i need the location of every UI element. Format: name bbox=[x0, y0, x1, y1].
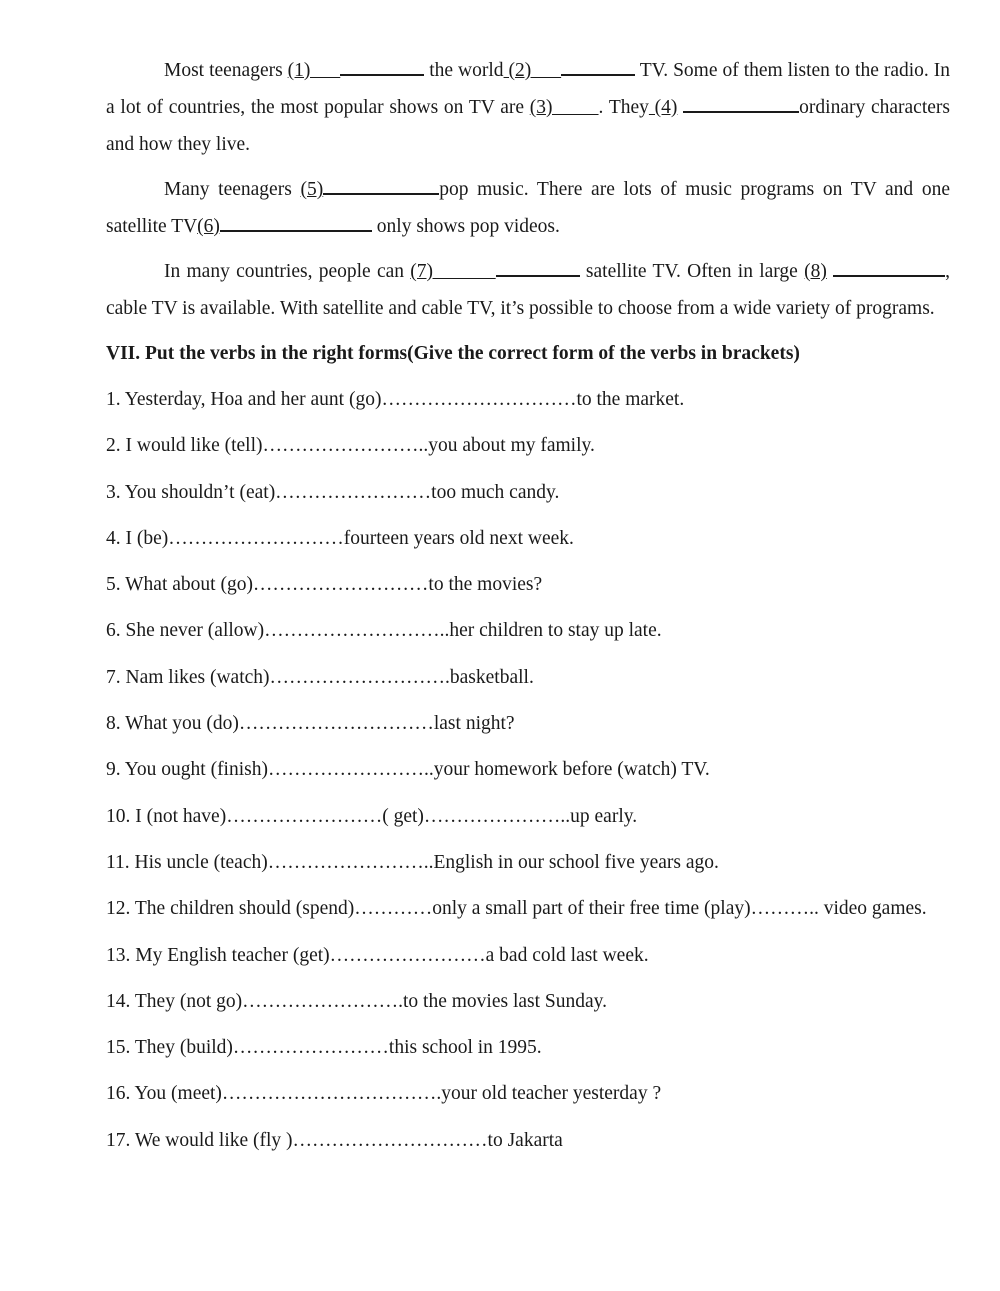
blank-marker-6: (6) bbox=[197, 216, 220, 237]
blank-marker-3: (3) bbox=[529, 97, 599, 118]
section-heading: VII. Put the verbs in the right forms(Give the correct form of the verbs in brackets) bbox=[106, 343, 800, 364]
text-segment: , cable TV is available. With satellite and cable TV, it’s possible to choose from a wide variety of programs. bbox=[106, 261, 950, 319]
exercise-item[interactable]: 15. They (build)……………………this school in 1995. bbox=[106, 1037, 542, 1059]
answer-blank-7[interactable] bbox=[496, 258, 580, 277]
exercise-item[interactable]: 5. What about (go)………………………to the movies? bbox=[106, 574, 543, 596]
blank-marker-8: (8) bbox=[804, 261, 827, 282]
exercise-item[interactable]: 6. She never (allow)………………………..her children to stay up late. bbox=[106, 620, 662, 642]
exercise-item[interactable]: 16. You (meet)…………………………….your old teacher yesterday ? bbox=[106, 1083, 662, 1105]
worksheet-page bbox=[106, 52, 950, 1168]
exercise-item[interactable]: 10. I (not have)……………………( get)…………………..up early. bbox=[106, 805, 638, 827]
text-segment: . They bbox=[598, 97, 649, 118]
exercise-item[interactable]: 1. Yesterday, Hoa and her aunt (go)…………………………to the market. bbox=[106, 389, 685, 410]
text-segment: Most teenagers bbox=[164, 60, 288, 81]
text-segment: satellite TV. Often in large bbox=[579, 261, 805, 282]
answer-blank-2[interactable] bbox=[561, 57, 635, 76]
exercise-item[interactable]: 3. You shouldn’t (eat)……………………too much candy. bbox=[106, 481, 560, 503]
text-segment: TV. Some of them listen to the radio. In a lot of countries, the most popular shows on TV are bbox=[106, 60, 950, 118]
exercise-item[interactable]: 4. I (be)………………………fourteen years old next week. bbox=[106, 527, 574, 549]
reading-paragraph-1 bbox=[106, 52, 950, 163]
exercise-item[interactable]: 8. What you (do)…………………………last night? bbox=[106, 713, 515, 735]
text-segment: pop music. There are lots of music programs on TV and one satellite TV bbox=[106, 179, 950, 237]
text-segment: the world bbox=[424, 60, 504, 81]
answer-blank-1[interactable] bbox=[340, 57, 424, 76]
blank-marker-1: (1) bbox=[287, 60, 341, 81]
exercise-list bbox=[106, 381, 950, 1159]
exercise-item[interactable]: 12. The children should (spend)…………only a small part of their free time (play)……….. video games. bbox=[106, 898, 927, 920]
exercise-item[interactable]: 7. Nam likes (watch)……………………….basketball. bbox=[106, 666, 534, 688]
blank-marker-7: (7) bbox=[410, 261, 496, 282]
blank-marker-5: (5) bbox=[300, 179, 324, 200]
exercise-item[interactable]: 17. We would like (fly )…………………………to Jakarta bbox=[106, 1129, 563, 1151]
text-segment: ordinary characters and how they live. bbox=[106, 97, 950, 155]
exercise-item[interactable]: 11. His uncle (teach)……………………..English in our school five years ago. bbox=[106, 851, 719, 873]
blank-marker-2: (2) bbox=[503, 60, 562, 81]
exercise-item[interactable]: 2. I would like (tell)……………………..you about my family. bbox=[106, 435, 595, 457]
exercise-item[interactable]: 13. My English teacher (get)……………………a bad cold last week. bbox=[106, 944, 649, 966]
text-segment: only shows pop videos. bbox=[371, 216, 560, 237]
exercise-item[interactable]: 9. You ought (finish)……………………..your homework before (watch) TV. bbox=[106, 759, 710, 781]
reading-paragraph-2 bbox=[106, 171, 950, 245]
text-segment: In many countries, people can bbox=[164, 261, 411, 282]
exercise-item[interactable]: 14. They (not go)…………………….to the movies last Sunday. bbox=[106, 990, 608, 1012]
text-segment: Many teenagers bbox=[164, 179, 301, 200]
answer-blank-6[interactable] bbox=[220, 213, 372, 232]
blank-marker-4: (4) bbox=[648, 97, 678, 118]
answer-blank-8[interactable] bbox=[833, 258, 945, 277]
answer-blank-5[interactable] bbox=[323, 176, 439, 195]
answer-blank-4[interactable] bbox=[683, 94, 799, 113]
reading-paragraph-3 bbox=[106, 253, 950, 327]
